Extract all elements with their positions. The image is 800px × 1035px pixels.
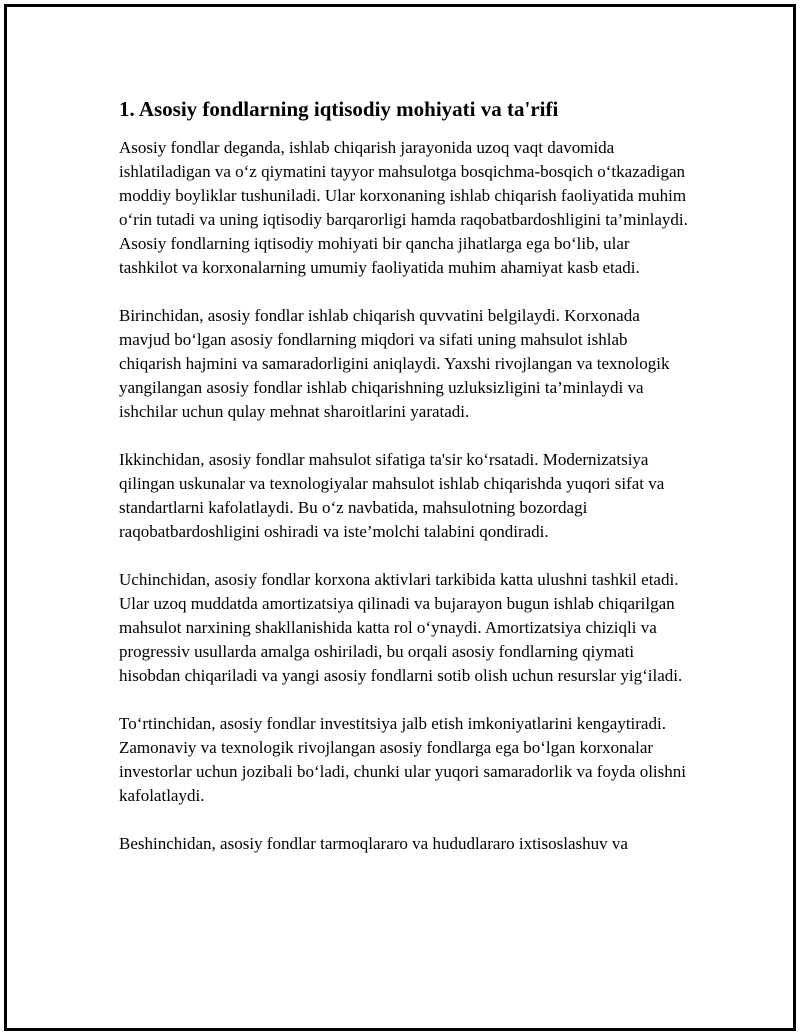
paragraph-second-point: Ikkinchidan, asosiy fondlar mahsulot sifatiga ta'sir ko‘rsatadi. Modernizatsiya qilingan uskunalar va texnologiyalar mahsulot ishlab chiqarishda yuqori sifat va standartlarni kafolatlaydi. Bu o‘z navbatida, mahsulotning bozordagi raqobatbardoshligini oshiradi va iste’molchi talabini qondiradi.	[119, 450, 665, 541]
paragraph-fifth-point: Beshinchidan, asosiy fondlar tarmoqlararo va hududlararo ixtisoslashuv va	[119, 834, 628, 853]
paragraph-intro: Asosiy fondlar deganda, ishlab chiqarish jarayonida uzoq vaqt davomida ishlatiladigan va o‘z qiymatini tayyor mahsulotga bosqichma-bosqich o‘tkazadigan moddiy boyliklar tushuniladi. Ular korxonaning ishlab chiqarish faoliyatida muhim o‘rin tutadi va uning iqtisodiy barqarorligi hamda raqobatbardoshligini ta’minlaydi. Asosiy fondlarning iqtisodiy mohiyati bir qancha jihatlarga ega bo‘lib, ular tashkilot va korxonalarning umumiy faoliyatida muhim ahamiyat kasb etadi.	[119, 138, 688, 277]
paragraph-first-point: Birinchidan, asosiy fondlar ishlab chiqarish quvvatini belgilaydi. Korxonada mavjud bo‘lgan asosiy fondlarning miqdori va sifati uning mahsulot ishlab chiqarish hajmini va samaradorligini aniqlaydi. Yaxshi rivojlangan va texnologik yangilangan asosiy fondlar ishlab chiqarishning uzluksizligini ta’minlaydi va ishchilar uchun qulay mehnat sharoitlarini yaratadi.	[119, 306, 670, 421]
document-body	[119, 95, 691, 880]
page-frame	[4, 4, 796, 1031]
paragraph-third-point: Uchinchidan, asosiy fondlar korxona aktivlari tarkibida katta ulushni tashkil etadi. Ular uzoq muddatda amortizatsiya qilinadi va bujarayon bugun ishlab chiqarilgan mahsulot narxining shakllanishida katta rol o‘ynaydi. Amortizatsiya chiziqli va progressiv usullarda amalga oshiriladi, bu orqali asosiy fondlarning qiymati hisobdan chiqariladi va yangi asosiy fondlarni sotib olish uchun resurslar yig‘iladi.	[119, 570, 683, 685]
section-heading: 1. Asosiy fondlarning iqtisodiy mohiyati va ta'rifi	[119, 97, 559, 121]
paragraph-fourth-point: To‘rtinchidan, asosiy fondlar investitsiya jalb etish imkoniyatlarini kengaytiradi. Zamonaviy va texnologik rivojlangan asosiy fondlarga ega bo‘lgan korxonalar investorlar uchun jozibali bo‘ladi, chunki ular yuqori samaradorlik va foyda olishni kafolatlaydi.	[119, 714, 686, 805]
